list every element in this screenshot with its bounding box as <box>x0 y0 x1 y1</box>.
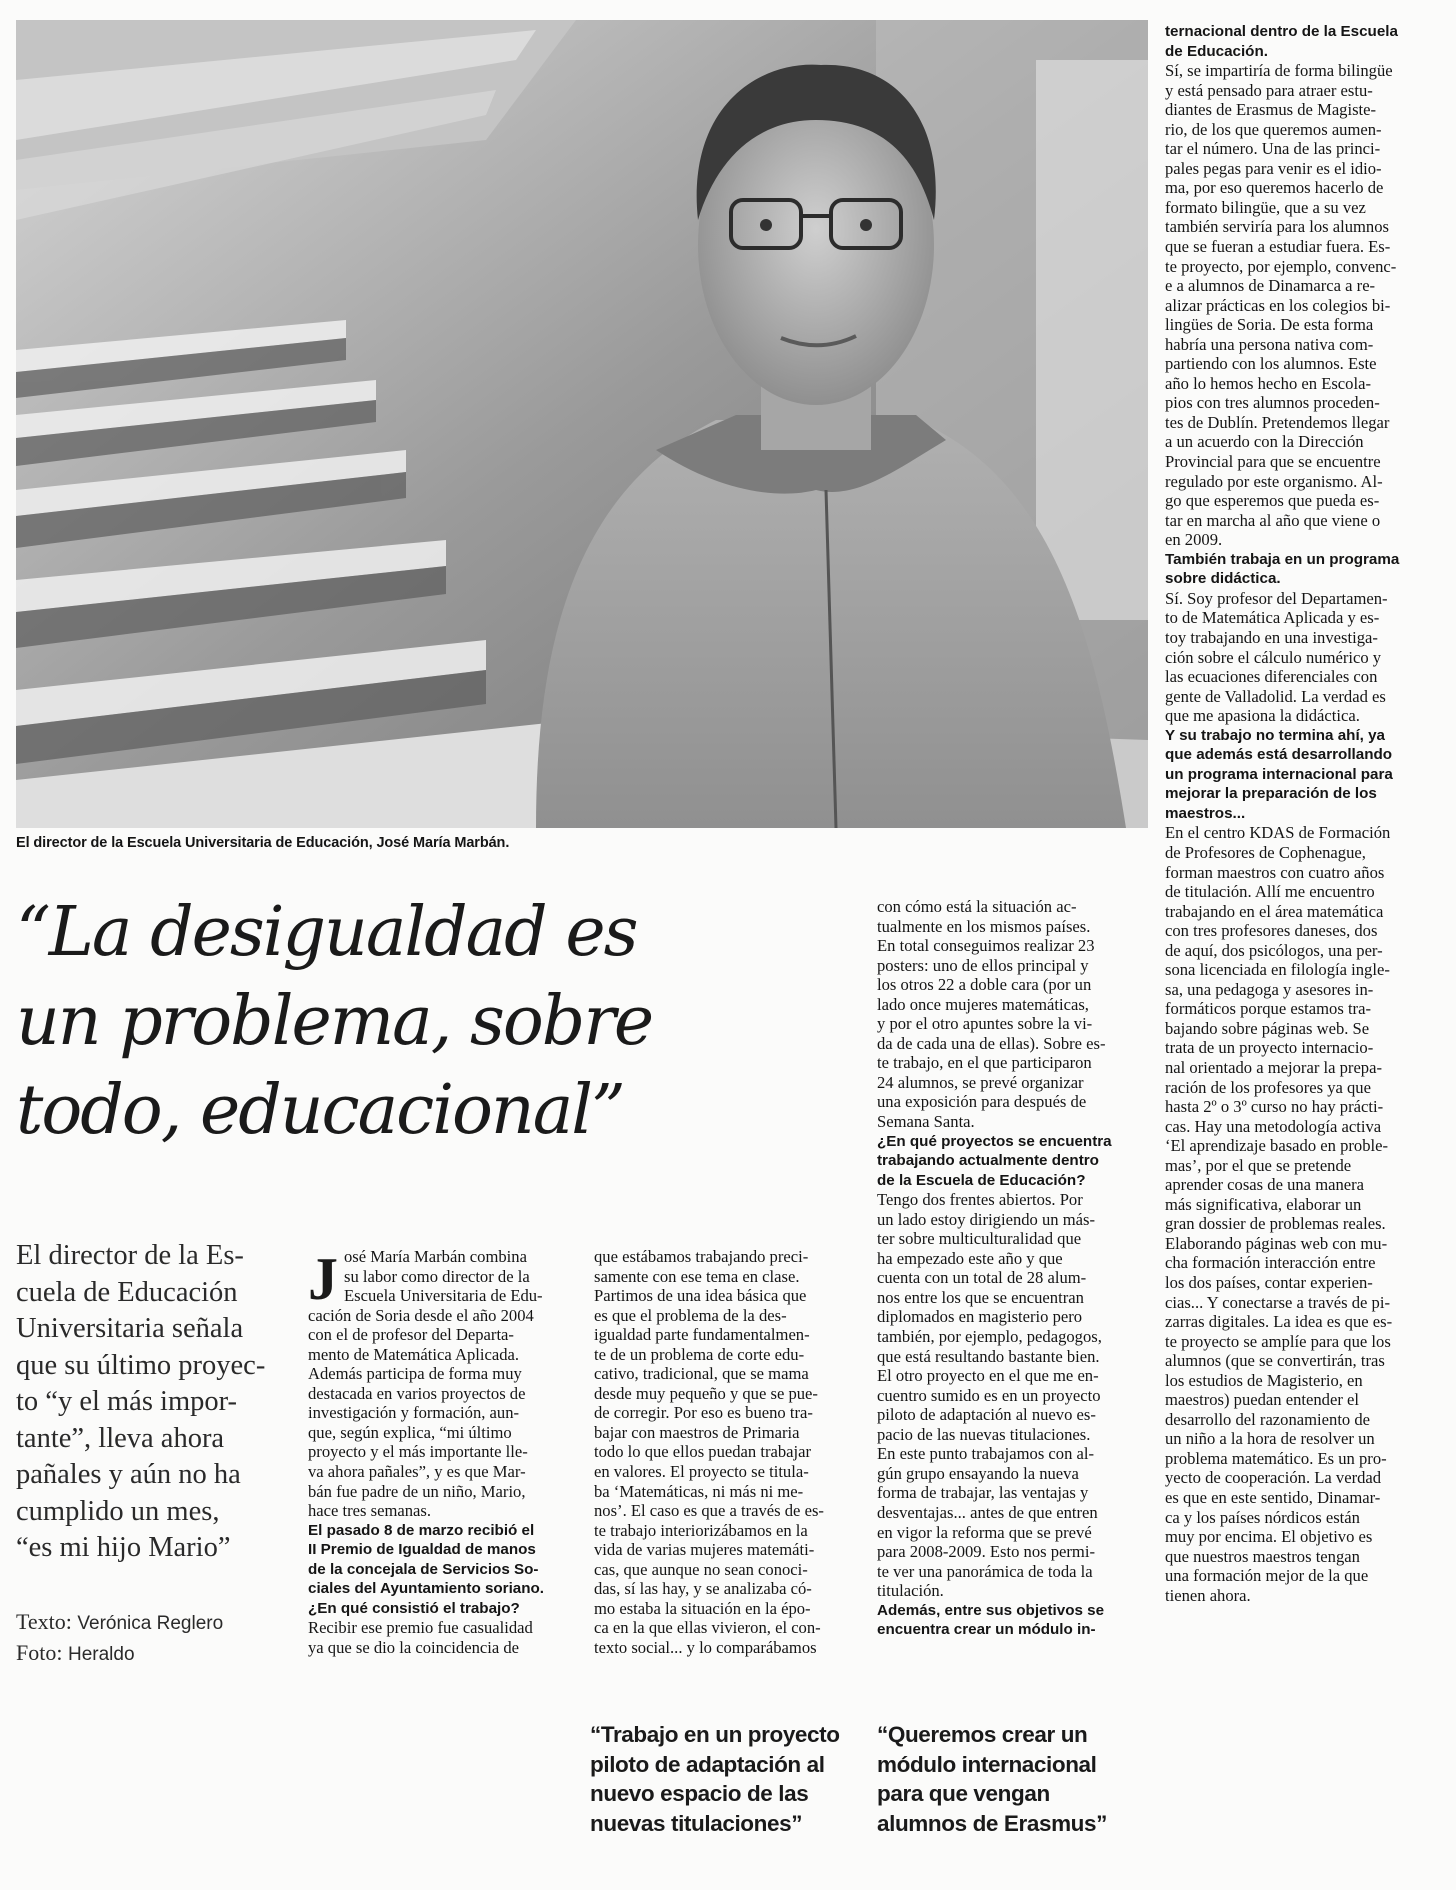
article-text-line: cas, que aunque no sean conoci- <box>594 1559 808 1579</box>
article-text-line: te de un problema de corte edu- <box>594 1344 805 1364</box>
article-text-line: con cómo está la situación ac- <box>877 897 1077 916</box>
interview-question-line: mejorar la preparación de los <box>1165 785 1377 803</box>
pull-quote-line: “Trabajo en un proyecto <box>590 1722 840 1747</box>
drop-cap: J <box>308 1246 338 1312</box>
article-text-line: un lado estoy dirigiendo un más- <box>877 1209 1095 1229</box>
author-name: Verónica Reglero <box>77 1613 224 1634</box>
article-text-line: en valores. El proyecto se titula- <box>594 1462 809 1482</box>
text-credit <box>16 1607 286 1638</box>
article-text-line: formáticos porque estamos tra- <box>1165 999 1371 1019</box>
article-text-line: Partimos de una idea básica que <box>594 1286 807 1306</box>
article-text-line: posters: uno de ellos principal y <box>877 955 1089 975</box>
summary-line: pañales y aún no ha <box>16 1459 241 1490</box>
article-text-line: 24 alumnos, se prevé organizar <box>877 1072 1084 1092</box>
article-text-line: ma, por eso queremos hacerlo de <box>1165 178 1384 198</box>
article-text-line: aprender cosas de una manera <box>1165 1175 1365 1195</box>
article-text-line: toy trabajando en una investiga- <box>1165 627 1378 647</box>
article-text-line: alizar prácticas en los colegios bi- <box>1165 295 1391 315</box>
article-text-line: un niño a la hora de resolver un <box>1165 1429 1375 1449</box>
article-text-line: titulación. <box>877 1581 944 1601</box>
photo-caption: El director de la Escuela Universitaria de Educación, José María Marbán. <box>16 835 510 851</box>
article-column-3 <box>877 897 1143 1640</box>
summary-line: “es mi hijo Mario” <box>16 1532 231 1563</box>
article-text-line: que está resultando bastante bien. <box>877 1346 1100 1366</box>
article-text-line: Además participa de forma muy <box>308 1364 522 1384</box>
article-text-line: rio, de los que queremos aumen- <box>1165 119 1382 139</box>
article-text-line: diantes de Erasmus de Magiste- <box>1165 100 1377 120</box>
article-text-line: en vigor la reforma que se prevé <box>877 1522 1092 1542</box>
interview-question-line: Y su trabajo no termina ahí, ya <box>1165 726 1386 744</box>
interview-question-line: El pasado 8 de marzo recibió el <box>308 1521 535 1539</box>
article-text-line: ca y los países nórdicos están <box>1165 1507 1360 1527</box>
article-text-line: más significativa, elaborar un <box>1165 1194 1362 1214</box>
photo-credit-label: Foto: <box>16 1640 63 1665</box>
article-text-line: pacio de las nuevas titulaciones. <box>877 1424 1091 1444</box>
article-text-line: los estudios de Magisterio, en <box>1165 1370 1363 1390</box>
photo-credit <box>16 1638 286 1669</box>
article-text-line: igualdad parte fundamentalmen- <box>594 1325 810 1345</box>
article-text-line: te trabajo interiorizábamos en la <box>594 1520 808 1540</box>
article-text-line: ya que se dio la coincidencia de <box>308 1637 520 1657</box>
interview-question-line: ¿En qué proyectos se encuentra <box>877 1132 1112 1150</box>
interview-question-line: II Premio de Igualdad de manos <box>308 1541 536 1559</box>
interview-question-line: ciales del Ayuntamiento soriano. <box>308 1580 545 1598</box>
article-text-line: osé María Marbán combina <box>344 1247 527 1266</box>
article-text-line: su labor como director de la <box>344 1266 530 1286</box>
article-text-line: El otro proyecto en el que me en- <box>877 1366 1099 1386</box>
article-text-line: te proyecto se amplíe para que los <box>1165 1331 1391 1351</box>
article-text-line: habría una persona nativa com- <box>1165 334 1374 354</box>
article-text-line: ba ‘Matemáticas, ni más ni me- <box>594 1481 804 1501</box>
article-text-line: cativo, tradicional, que se mama <box>594 1364 809 1384</box>
article-text-line: también serviría para los alumnos <box>1165 217 1389 237</box>
article-text-line: también, por ejemplo, pedagogos, <box>877 1327 1102 1347</box>
article-text-line: lingües de Soria. De esta forma <box>1165 315 1374 335</box>
article-text-line: que, según explica, “mi último <box>308 1422 512 1442</box>
article-text-line: formato bilingüe, que a su vez <box>1165 197 1366 217</box>
interview-question-line: de la concejala de Servicios So- <box>308 1560 539 1578</box>
article-text-line: una formación mejor de la que <box>1165 1566 1369 1586</box>
portrait-photo <box>16 20 1148 828</box>
article-text-line: te proyecto, por ejemplo, convenc- <box>1165 256 1397 276</box>
article-text-line: y está pensado para atraer estu- <box>1165 80 1373 100</box>
article-text-line: nos entre los que se encuentran <box>877 1287 1084 1307</box>
article-text-line: de aquí, dos psicólogos, una per- <box>1165 940 1383 960</box>
article-text-line: que se fueran a estudiar fuera. Es- <box>1165 237 1391 257</box>
article-text-line: partiendo con los alumnos. Este <box>1165 354 1377 374</box>
headline <box>16 888 876 1155</box>
pull-quote-line: “Queremos crear un <box>877 1722 1088 1747</box>
summary-line: El director de la Es- <box>16 1240 244 1271</box>
pull-quote-line: para que vengan <box>877 1781 1050 1806</box>
article-text-line: de Profesores de Cophenague, <box>1165 842 1366 862</box>
article-text-line: con el de profesor del Departa- <box>308 1325 514 1345</box>
article-text-line: hace tres semanas. <box>308 1501 432 1521</box>
article-text-line: para 2008-2009. Esto nos permi- <box>877 1542 1095 1562</box>
article-text-line: trabajando en el área matemática <box>1165 901 1384 921</box>
article-text-line: mas’, por el que se pretende <box>1165 1155 1352 1175</box>
article-text-line: tes de Dublín. Pretendemos llegar <box>1165 412 1390 432</box>
interview-question-line: ¿En qué consistió el trabajo? <box>308 1599 520 1617</box>
article-text-line: diplomados en magisterio pero <box>877 1307 1083 1327</box>
headline-line: todo, educacional” <box>16 1071 624 1150</box>
article-text-line: es que el problema de la des- <box>594 1305 787 1325</box>
article-text-line: vida de varias mujeres matemáti- <box>594 1540 815 1560</box>
photographer-name: Heraldo <box>67 1644 135 1665</box>
article-text-line: ha empezado este año y que <box>877 1248 1063 1268</box>
article-text-line: gran dossier de problemas reales. <box>1165 1214 1386 1234</box>
article-column-1 <box>308 1247 573 1657</box>
article-text-line: samente con ese tema en clase. <box>594 1266 800 1286</box>
article-text-line: proyecto y el más importante lle- <box>308 1442 528 1462</box>
pull-quote-line: piloto de adaptación al <box>590 1751 825 1777</box>
interview-question-line: que además está desarrollando <box>1165 746 1393 764</box>
article-text-line: que estábamos trabajando preci- <box>594 1247 809 1266</box>
article-text-line: Elaborando páginas web con mu- <box>1165 1233 1388 1253</box>
headline-line: un problema, sobre <box>16 982 653 1061</box>
article-text-line: tualmente en los mismos países. <box>877 916 1091 936</box>
summary-line: Universitaria señala <box>16 1313 244 1344</box>
article-text-line: nos’. El caso es que a través de es- <box>594 1501 824 1521</box>
article-text-line: de titulación. Allí me encuentro <box>1165 882 1375 902</box>
headline-line: “La desigualdad es <box>16 893 637 972</box>
article-text-line: yecto de cooperación. La verdad <box>1165 1468 1382 1488</box>
article-text-line: lado once mujeres matemáticas, <box>877 994 1089 1014</box>
article-text-line: ca en la que ellas vivieron, el con- <box>594 1618 821 1638</box>
article-text-line: ter sobre multiculturalidad que <box>877 1229 1082 1249</box>
article-text-line: das, sí las hay, y se analizaba có- <box>594 1579 812 1599</box>
article-text-line: nal orientado a mejorar la prepa- <box>1165 1057 1382 1077</box>
article-text-line: da de cada una de ellas). Sobre es- <box>877 1033 1106 1053</box>
article-text-line: bajar con maestros de Primaria <box>594 1422 800 1442</box>
interview-question-line: trabajando actualmente dentro <box>877 1152 1099 1170</box>
article-text-line: te ver una panorámica de toda la <box>877 1561 1093 1581</box>
article-text-line: desde muy pequeño y que se pue- <box>594 1383 818 1403</box>
article-text-line: forman maestros con cuatro años <box>1165 862 1385 882</box>
pull-quote-line: módulo internacional <box>877 1751 1097 1777</box>
article-text-line: maestros) puedan entender el <box>1165 1390 1359 1410</box>
interview-question-line: maestros... <box>1165 804 1246 822</box>
article-text-line: los dos países, contar experien- <box>1165 1273 1373 1292</box>
article-text-line: los otros 22 a doble cara (por un <box>877 975 1092 995</box>
pull-quote-line: alumnos de Erasmus” <box>877 1810 1107 1836</box>
article-text-line: año lo hemos hecho en Escola- <box>1165 373 1371 393</box>
interview-question-line: de la Escuela de Educación? <box>877 1171 1086 1189</box>
article-text-line: Recibir ese premio fue casualidad <box>308 1618 533 1638</box>
article-text-line: todo lo que ellos puedan trabajar <box>594 1442 812 1462</box>
interview-question-line: sobre didáctica. <box>1165 570 1281 588</box>
summary-line: to “y el más impor- <box>16 1386 238 1417</box>
article-text-line: tienen ahora. <box>1165 1585 1251 1605</box>
article-text-line: cuentro sumido es en un proyecto <box>877 1385 1101 1405</box>
article-text-line: problema matemático. Es un pro- <box>1165 1448 1387 1468</box>
byline <box>16 1607 286 1669</box>
article-text-line: pales pegas para venir es el idio- <box>1165 158 1382 178</box>
article-text-line: En total conseguimos realizar 23 <box>877 936 1095 956</box>
article-text-line: Semana Santa. <box>877 1112 975 1132</box>
article-text-line: to de Matemática Aplicada y es- <box>1165 608 1380 628</box>
article-text-line: tar en marcha al año que viene o <box>1165 510 1381 530</box>
article-text-line: gún grupo ensayando la nueva <box>877 1463 1079 1483</box>
article-text-line: que me apasiona la didáctica. <box>1165 706 1360 726</box>
interview-question-line: encuentra crear un módulo in- <box>877 1621 1096 1639</box>
article-text-line: destacada en varios proyectos de <box>308 1383 526 1403</box>
article-text-line: es que en este sentido, Dinamar- <box>1165 1488 1381 1508</box>
article-text-line: bajando sobre páginas web. Se <box>1165 1018 1370 1038</box>
article-text-line: desventajas... antes de que entren <box>877 1502 1098 1522</box>
article-text-line: ración de los profesores ya que <box>1165 1077 1371 1097</box>
article-text-line: cha formación interacción entre <box>1165 1253 1376 1273</box>
article-text-line: forma de trabajar, las ventajas y <box>877 1483 1089 1503</box>
portrait-illustration <box>16 20 1148 828</box>
interview-question-line: También trabaja en un programa <box>1165 550 1400 568</box>
article-column-4 <box>1165 22 1440 1605</box>
article-text-line: sa, una pedagoga y asesores in- <box>1165 979 1374 999</box>
article-text-line: gente de Valladolid. La verdad es <box>1165 686 1386 706</box>
summary-line: que su último proyec- <box>16 1349 266 1381</box>
article-text-line: En el centro KDAS de Formación <box>1165 823 1391 843</box>
article-column-2 <box>594 1247 859 1657</box>
article-text-line: mo estaba la situación en la épo- <box>594 1598 811 1618</box>
article-text-line: cuenta con un total de 28 alum- <box>877 1268 1087 1288</box>
article-text-line: e a alumnos de Dinamarca a re- <box>1165 276 1376 296</box>
article-text-line: Tengo dos frentes abiertos. Por <box>877 1190 1083 1210</box>
article-text-line: en 2009. <box>1165 530 1223 550</box>
article-text-line: tar el número. Una de las princi- <box>1165 139 1381 159</box>
summary-line: cuela de Educación <box>16 1276 238 1308</box>
article-text-line: En este punto trabajamos con al- <box>877 1444 1095 1464</box>
article-text-line: va ahora pañales”, y es que Mar- <box>308 1462 526 1482</box>
article-text-line: trata de un proyecto internacio- <box>1165 1038 1374 1058</box>
article-text-line: mento de Matemática Aplicada. <box>308 1344 520 1364</box>
interview-question-line: un programa internacional para <box>1165 765 1393 783</box>
article-text-line: investigación y formación, aun- <box>308 1403 520 1423</box>
interview-question-line: ternacional dentro de la Escuela <box>1165 23 1398 40</box>
pull-quote-2 <box>877 1720 1147 1838</box>
interview-question-line: Además, entre sus objetivos se <box>877 1601 1105 1619</box>
article-text-line: go que esperemos que pueda es- <box>1165 491 1380 511</box>
article-text-line: cas. Hay una metodología activa <box>1165 1116 1382 1136</box>
pull-quote-line: nuevas titulaciones” <box>590 1810 803 1836</box>
article-text-line: bán fue padre de un niño, Mario, <box>308 1481 526 1501</box>
article-text-line: Provincial para que se encuentre <box>1165 452 1381 472</box>
article-text-line: que nuestros maestros tengan <box>1165 1546 1360 1566</box>
interview-question-line: de Educación. <box>1165 42 1268 60</box>
article-text-line: cias... Y conectarse a través de pi- <box>1165 1292 1390 1312</box>
summary-line: tante”, lleva ahora <box>16 1422 225 1454</box>
summary-line: cumplido un mes, <box>16 1495 220 1527</box>
article-text-line: hasta 2º o 3º curso no hay prácti- <box>1165 1097 1384 1117</box>
article-text-line: cación de Soria desde el año 2004 <box>308 1305 534 1325</box>
article-text-line: regulado por este organismo. Al- <box>1165 471 1383 491</box>
article-text-line: ción sobre el cálculo numérico y <box>1165 647 1382 667</box>
article-text-line: desarrollo del razonamiento de <box>1165 1409 1371 1429</box>
article-text-line: zarras digitales. La idea es que es- <box>1165 1312 1393 1332</box>
article-text-line: muy por encima. El objetivo es <box>1165 1527 1373 1547</box>
article-text-line: de corregir. Por eso es bueno tra- <box>594 1403 813 1423</box>
article-text-line: una exposición para después de <box>877 1092 1087 1112</box>
article-summary <box>16 1238 280 1567</box>
article-text-line: alumnos (que se convertirán, tras <box>1165 1351 1385 1371</box>
pull-quote-line: nuevo espacio de las <box>590 1781 809 1806</box>
article-text-line: a un acuerdo con la Dirección <box>1165 432 1364 452</box>
article-text-line: las ecuaciones diferenciales con <box>1165 667 1378 687</box>
article-text-line: y por el otro apuntes sobre la vi- <box>877 1014 1093 1034</box>
pull-quote-1 <box>590 1720 865 1838</box>
article-text-line: sona licenciada en filología ingle- <box>1165 960 1390 980</box>
article-text-line: con tres profesores daneses, dos <box>1165 921 1378 941</box>
article-text-line: te trabajo, en el que participaron <box>877 1053 1092 1073</box>
article-text-line: piloto de adaptación al nuevo es- <box>877 1405 1096 1425</box>
article-text-line: pios con tres alumnos proceden- <box>1165 393 1380 413</box>
article-text-line: Sí. Soy profesor del Departamen- <box>1165 588 1388 608</box>
text-credit-label: Texto: <box>16 1609 72 1634</box>
article-text-line: Sí, se impartiría de forma bilingüe <box>1165 61 1393 81</box>
article-text-line: ‘El aprendizaje basado en proble- <box>1165 1136 1388 1156</box>
article-text-line: Escuela Universitaria de Edu- <box>344 1286 543 1306</box>
article-text-line: texto social... y lo comparábamos <box>594 1637 817 1657</box>
